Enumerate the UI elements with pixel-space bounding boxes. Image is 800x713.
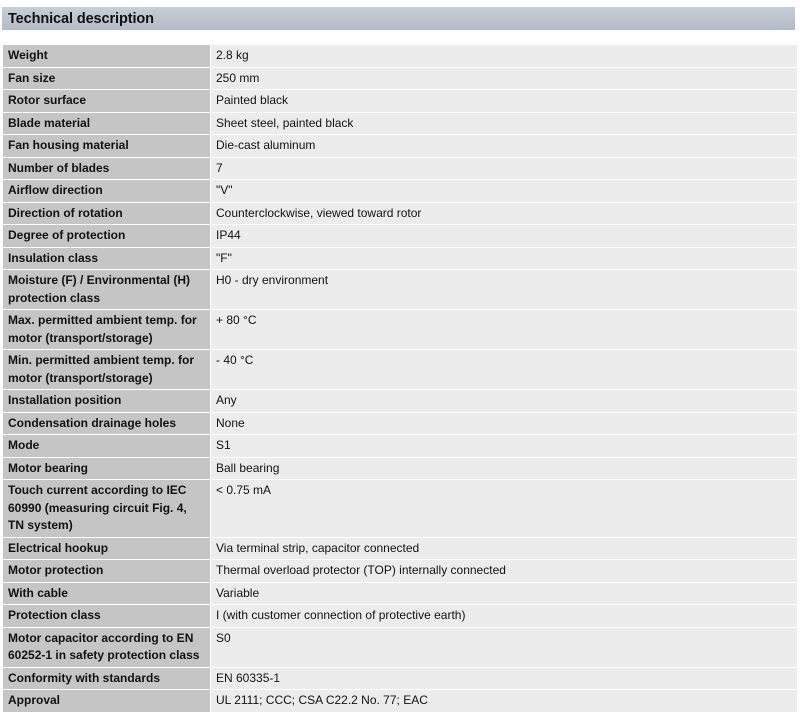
- row-label: Weight: [3, 45, 211, 68]
- row-value: 250 mm: [211, 67, 798, 90]
- row-value: 2.8 kg: [211, 45, 798, 68]
- row-value: Painted black: [211, 90, 798, 113]
- row-label: Touch current according to IEC 60990 (measuring circuit Fig. 4, TN system): [3, 480, 211, 538]
- table-row: [3, 45, 798, 68]
- row-label: Number of blades: [3, 157, 211, 180]
- row-label: Degree of protection: [3, 225, 211, 248]
- table-row: [3, 412, 798, 435]
- table-row: [3, 157, 798, 180]
- row-value: Ball bearing: [211, 457, 798, 480]
- row-value: IP44: [211, 225, 798, 248]
- row-value: I (with customer connection of protective earth): [211, 605, 798, 628]
- table-row: [3, 270, 798, 310]
- table-row: [3, 435, 798, 458]
- row-value: + 80 °C: [211, 310, 798, 350]
- table-row: [3, 690, 798, 713]
- table-row: [3, 667, 798, 690]
- row-value: UL 2111; CCC; CSA C22.2 No. 77; EAC: [211, 690, 798, 713]
- row-label: Insulation class: [3, 247, 211, 270]
- row-label: Moisture (F) / Environmental (H) protection class: [3, 270, 211, 310]
- table-row: [3, 202, 798, 225]
- row-value: S1: [211, 435, 798, 458]
- table-row: [3, 310, 798, 350]
- table-row: [3, 627, 798, 667]
- table-row: [3, 582, 798, 605]
- row-label: Electrical hookup: [3, 537, 211, 560]
- row-label: Blade material: [3, 112, 211, 135]
- row-value: Counterclockwise, viewed toward rotor: [211, 202, 798, 225]
- table-row: [3, 180, 798, 203]
- row-label: Rotor surface: [3, 90, 211, 113]
- row-label: Condensation drainage holes: [3, 412, 211, 435]
- table-row: [3, 225, 798, 248]
- row-label: Conformity with standards: [3, 667, 211, 690]
- row-value: Via terminal strip, capacitor connected: [211, 537, 798, 560]
- row-label: Max. permitted ambient temp. for motor (transport/storage): [3, 310, 211, 350]
- table-row: [3, 560, 798, 583]
- row-label: Motor protection: [3, 560, 211, 583]
- table-row: [3, 90, 798, 113]
- row-value: None: [211, 412, 798, 435]
- table-row: [3, 390, 798, 413]
- row-value: H0 - dry environment: [211, 270, 798, 310]
- row-value: < 0.75 mA: [211, 480, 798, 538]
- row-value: Die-cast aluminum: [211, 135, 798, 158]
- row-label: Motor bearing: [3, 457, 211, 480]
- row-label: Direction of rotation: [3, 202, 211, 225]
- section-title: Technical description: [8, 10, 154, 27]
- table-row: [3, 537, 798, 560]
- row-value: S0: [211, 627, 798, 667]
- row-label: Motor capacitor according to EN 60252-1 in safety protection class: [3, 627, 211, 667]
- row-value: 7: [211, 157, 798, 180]
- row-value: EN 60335-1: [211, 667, 798, 690]
- row-label: Mode: [3, 435, 211, 458]
- table-row: [3, 605, 798, 628]
- row-value: Thermal overload protector (TOP) internally connected: [211, 560, 798, 583]
- row-value: "F": [211, 247, 798, 270]
- row-label: Approval: [3, 690, 211, 713]
- spec-table: [2, 44, 798, 713]
- row-label: Installation position: [3, 390, 211, 413]
- row-value: Sheet steel, painted black: [211, 112, 798, 135]
- section-header: [2, 7, 795, 30]
- table-row: [3, 67, 798, 90]
- row-label: Airflow direction: [3, 180, 211, 203]
- table-row: [3, 480, 798, 538]
- table-row: [3, 247, 798, 270]
- row-value: Any: [211, 390, 798, 413]
- row-value: "V": [211, 180, 798, 203]
- row-value: Variable: [211, 582, 798, 605]
- table-row: [3, 112, 798, 135]
- row-label: Fan housing material: [3, 135, 211, 158]
- row-label: Fan size: [3, 67, 211, 90]
- row-value: - 40 °C: [211, 350, 798, 390]
- row-label: With cable: [3, 582, 211, 605]
- row-label: Min. permitted ambient temp. for motor (transport/storage): [3, 350, 211, 390]
- table-row: [3, 135, 798, 158]
- table-row: [3, 350, 798, 390]
- table-row: [3, 457, 798, 480]
- row-label: Protection class: [3, 605, 211, 628]
